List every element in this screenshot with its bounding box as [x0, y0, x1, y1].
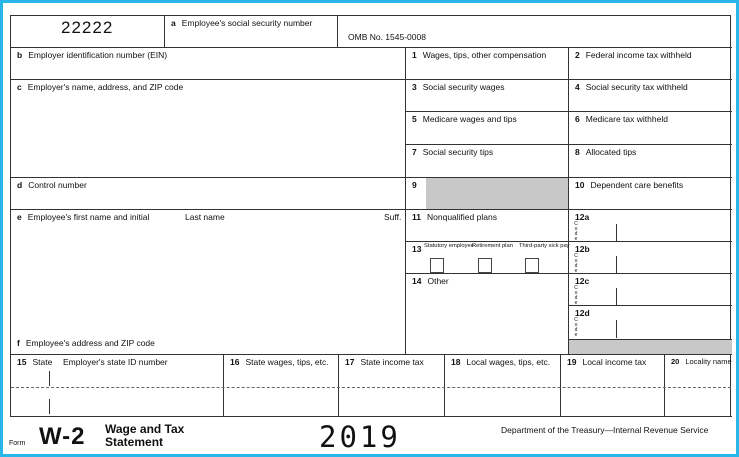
box-8-number: 8 — [575, 147, 580, 157]
box-18-label: Local wages, tips, etc. — [466, 357, 551, 367]
box-5[interactable] — [406, 112, 569, 145]
ein-label: Employer identification number (EIN) — [28, 50, 168, 60]
box-7-label: Social security tips — [422, 147, 494, 157]
code-letter: d — [574, 231, 578, 237]
box-12b-label: 12b — [575, 244, 590, 254]
employee-name-label: Employee's first name and initial — [27, 212, 150, 222]
ssn-field[interactable] — [165, 16, 338, 48]
box-14-number: 14 — [412, 276, 422, 286]
box-7-number: 7 — [412, 147, 417, 157]
state-id-label: Employer's state ID number — [63, 357, 168, 367]
suffix-label: Suff. — [384, 212, 402, 222]
w2-form — [10, 15, 731, 417]
box-13 — [406, 242, 569, 274]
box-4[interactable] — [569, 80, 732, 112]
box-16[interactable] — [224, 355, 339, 417]
box-12b-divider — [616, 256, 617, 273]
box-5-number: 5 — [412, 114, 417, 124]
third-party-sick-pay-label: Third-party sick pay — [519, 243, 570, 249]
box-6-label: Medicare tax withheld — [585, 114, 668, 124]
tax-year: 2019 — [319, 420, 401, 454]
box-9-shading — [426, 178, 568, 209]
box-11[interactable] — [406, 210, 569, 242]
last-name-label: Last name — [185, 212, 225, 222]
box-12b[interactable] — [569, 242, 732, 274]
code-letter: C — [574, 221, 578, 227]
box-12a-code-label — [573, 222, 579, 242]
box-20-label: Locality name — [685, 357, 732, 366]
ein-field[interactable] — [11, 48, 406, 80]
box-3-number: 3 — [412, 82, 417, 92]
retirement-plan-checkbox[interactable] — [478, 258, 492, 273]
code-letter: C — [574, 253, 578, 259]
code-letter: e — [574, 300, 578, 306]
ssn-letter: a — [171, 18, 176, 28]
box-12a-divider — [616, 224, 617, 241]
box-1-label: Wages, tips, other compensation — [422, 50, 547, 60]
box-12d[interactable] — [569, 306, 732, 339]
code-letter: o — [574, 322, 578, 328]
code-letter: e — [574, 236, 578, 242]
state-divider-top — [49, 371, 50, 386]
ein-letter: b — [17, 50, 23, 60]
box-3-label: Social security wages — [422, 82, 505, 92]
box-8-label: Allocated tips — [585, 147, 637, 157]
box-12c-label: 12c — [575, 276, 590, 286]
box-9-number: 9 — [412, 180, 417, 190]
agency-name: Department of the Treasury—Internal Revenue Service — [501, 425, 709, 435]
code-letter: o — [574, 290, 578, 296]
code-letter: o — [574, 226, 578, 232]
box-19[interactable] — [561, 355, 665, 417]
employer-label: Employer's name, address, and ZIP code — [27, 82, 184, 92]
box-17-number: 17 — [345, 357, 355, 367]
box-15[interactable] — [11, 355, 224, 417]
form-code-field[interactable]: 22222 — [11, 16, 165, 48]
box-2-label: Federal income tax withheld — [585, 50, 692, 60]
code-letter: e — [574, 332, 578, 338]
retirement-plan-label: Retirement plan — [472, 243, 513, 249]
state-row-dashed-divider — [11, 387, 731, 388]
statutory-employee-checkbox[interactable] — [430, 258, 444, 273]
employee-address-label: Employee's address and ZIP code — [25, 338, 155, 348]
box-12d-divider — [616, 320, 617, 338]
box-16-label: State wages, tips, etc. — [245, 357, 329, 367]
box-12a-label: 12a — [575, 212, 590, 222]
form-word: Form — [9, 440, 26, 447]
employer-letter: c — [17, 82, 22, 92]
shaded-strip — [569, 339, 732, 355]
box-1-number: 1 — [412, 50, 417, 60]
box-17-label: State income tax — [360, 357, 424, 367]
box-14[interactable] — [406, 274, 569, 355]
employer-field[interactable] — [11, 80, 406, 178]
box-6[interactable] — [569, 112, 732, 145]
box-12c-divider — [616, 288, 617, 305]
box-5-label: Medicare wages and tips — [422, 114, 517, 124]
box-2-number: 2 — [575, 50, 580, 60]
box-12d-code-label — [573, 318, 579, 338]
box-10[interactable] — [569, 178, 732, 210]
box-12b-code-label — [573, 254, 579, 274]
box-11-label: Nonqualified plans — [427, 212, 497, 222]
box-15-number: 15 — [17, 357, 27, 367]
control-label: Control number — [28, 180, 87, 190]
employee-address-letter: f — [17, 338, 20, 348]
box-9[interactable] — [406, 178, 569, 210]
box-14-label: Other — [427, 276, 449, 286]
statutory-employee-label: Statutory employee — [424, 243, 474, 249]
box-8[interactable] — [569, 145, 732, 178]
box-19-number: 19 — [567, 357, 577, 367]
box-17[interactable] — [339, 355, 445, 417]
box-4-number: 4 — [575, 82, 580, 92]
third-party-sick-pay-checkbox[interactable] — [525, 258, 539, 273]
code-letter: C — [574, 285, 578, 291]
box-19-label: Local income tax — [582, 357, 647, 367]
box-7[interactable] — [406, 145, 569, 178]
box-12d-label: 12d — [575, 308, 590, 318]
control-number-field[interactable] — [11, 178, 406, 210]
box-10-label: Dependent care benefits — [590, 180, 684, 190]
box-10-number: 10 — [575, 180, 585, 190]
code-letter: o — [574, 258, 578, 264]
ssn-label: Employee's social security number — [181, 18, 313, 28]
box-6-number: 6 — [575, 114, 580, 124]
box-18-number: 18 — [451, 357, 461, 367]
employee-name-letter: e — [17, 212, 22, 222]
box-16-number: 16 — [230, 357, 240, 367]
form-footer — [3, 419, 736, 453]
box-18[interactable] — [445, 355, 561, 417]
box-20-number: 20 — [671, 357, 680, 366]
employee-field[interactable] — [11, 210, 406, 355]
box-12c-code-label — [573, 286, 579, 306]
box-12c[interactable] — [569, 274, 732, 306]
title-line-2: Statement — [105, 435, 164, 449]
box-13-number: 13 — [412, 244, 422, 254]
code-letter: e — [574, 268, 578, 274]
box-3[interactable] — [406, 80, 569, 112]
form-name: W-2 — [39, 423, 86, 450]
box-12a[interactable] — [569, 210, 732, 242]
state-divider-bottom — [49, 399, 50, 414]
box-4-label: Social security tax withheld — [585, 82, 688, 92]
box-15-label: State — [32, 357, 53, 367]
omb-number: OMB No. 1545-0008 — [338, 16, 732, 48]
code-letter: C — [574, 317, 578, 323]
code-letter: d — [574, 263, 578, 269]
control-letter: d — [17, 180, 23, 190]
code-letter: d — [574, 327, 578, 333]
box-20[interactable] — [665, 355, 732, 417]
box-2[interactable] — [569, 48, 732, 80]
box-1[interactable] — [406, 48, 569, 80]
code-letter: d — [574, 295, 578, 301]
title-line-1: Wage and Tax — [105, 422, 185, 436]
box-11-number: 11 — [412, 212, 421, 222]
